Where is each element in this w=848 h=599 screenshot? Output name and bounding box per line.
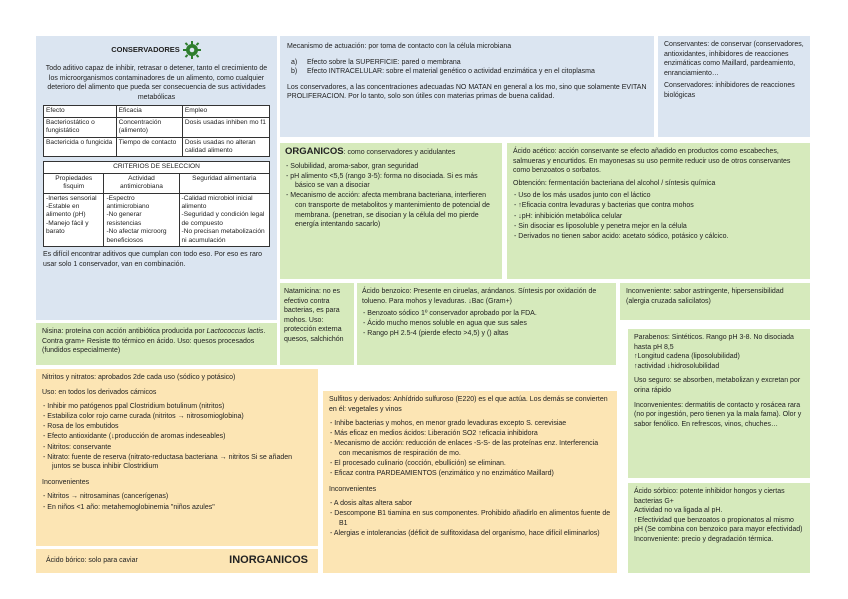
inorganicos-heading: INORGANICOS [229, 554, 308, 567]
conservadores-intro: Todo aditivo capaz de inhibir, retrasar o detener, tanto el crecimiento de los microorganismos contaminadores de un alimento, como cualquier deterioro del alimento que pueda ser consecuencia de sus actividades metabólicas [45, 65, 268, 101]
organicos-title: ORGANICOS [285, 146, 344, 157]
acetico-obtencion: Obtención: fermentación bacteriana del alcohol / síntesis química [513, 179, 716, 187]
table-cell: Dosis usadas inhiben mo f1 [182, 117, 269, 137]
conservadores-header [43, 40, 270, 60]
mecanismo-item [287, 58, 647, 68]
list-item: - Inhibir mo patógenos ppal Clostridium botulinum (nitritos) [52, 402, 312, 412]
list-item: - Nitrato: fuente de reserva (nitrato-reductasa bacteriana → nitritos Si se añaden juntos se busca inhibir Clostridium [52, 453, 312, 472]
conservadores-panel [36, 36, 277, 320]
gear-icon [182, 40, 202, 60]
list-item: - Nitritos → nitrosaminas (cancerígenas) [52, 492, 312, 502]
list-item: - Rosa de los embutidos [52, 422, 312, 432]
table-cell: -Espectro antimicrobiano -No generar resistencias -No afectar microorg beneficiosos [104, 193, 179, 246]
acetico-text: Ácido acético: acción conservante se efecto añadido en productos como escabeches, salmueras y encurtidos. En mayonesas su uso permite reducir uso de otros conservantes como benzoatos o sorbatos. [513, 148, 791, 175]
table-cell: Dosis usadas no alteran calidad alimento [182, 137, 269, 157]
list-item: Efecto INTRACELULAR: sobre el material genético o actividad enzimática y en el citoplasma [307, 68, 595, 76]
table-cell: Bactericida o fungicida [44, 137, 117, 157]
list-item: - Uso de los más usados junto con el láctico [523, 191, 804, 201]
sulfitos-panel [323, 391, 617, 573]
list-item: - pH alimento <5,5 (rango 3-5): forma no disociada. Si es más básico se van a disociar [295, 172, 497, 191]
table-cell: -Inertes sensorial -Estable en alimento (pH) -Manejo fácil y barato [44, 193, 104, 246]
list-item: - Eficaz contra PARDEAMIENTOS (enzimático y no enzimático Maillard) [339, 469, 611, 479]
table-header: Empleo [182, 106, 269, 117]
organicos-panel [280, 143, 502, 279]
list-item: - Ácido mucho menos soluble en agua que sus sales [372, 319, 611, 329]
table-row [44, 137, 270, 157]
sulfitos-title: Sulfitos y derivados: Anhídrido sulfuroso (E220) es el que actúa. Los demás se convierten en él: vegetales y vinos [329, 396, 608, 413]
sorbico-panel [628, 483, 810, 573]
nitritos-panel [36, 369, 318, 546]
inconveniente-benzoico-text: Inconveniente: sabor astringente, hipersensibilidad (alergia cruzada salicilatos) [626, 288, 784, 305]
list-item: - ↓pH: inhibición metabólica celular [523, 212, 804, 222]
inconveniente-benzoico-panel [620, 283, 810, 320]
table-row [44, 117, 270, 137]
efecto-table [43, 105, 270, 157]
list-item: - Descompone B1 tiamina en sus componentes. Prohibido añadirlo en alimentos fuente de B1 [339, 509, 611, 528]
nisina-text: Nisina: proteína con acción antibiótica producida por Lactococcus lactis. Contra gram+ Resiste tto térmico en ácido. Uso: quesos procesados (fundidos especialmente) [42, 328, 266, 355]
list-item: - En niños <1 año: metahemoglobinemia "niños azules" [52, 503, 312, 513]
parabenos-panel [628, 329, 810, 478]
mecanismo-note: Los conservadores, a las concentraciones adecuadas NO MATAN en general a los mo, sino que solamente EVITAN PROLIFERACION. Por lo tanto, solo son útiles con materias primas de buena calidad. [287, 83, 647, 101]
sorbico-text: Ácido sórbico: potente inhibidor hongos y ciertas bacterias G+ [634, 488, 785, 505]
list-item: - Efecto antioxidante (↓producción de aromas indeseables) [52, 432, 312, 442]
table-cell: Bacteriostático o fungistático [44, 117, 117, 137]
parabenos-text: Uso seguro: se absorben, metabolizan y excretan por orina rápido [634, 377, 801, 394]
efecto-table-wrap [43, 105, 270, 157]
list-marker: a) [291, 58, 298, 66]
criterios-table-wrap [43, 161, 270, 247]
nitritos-title: Nitritos y nitratos: aprobados 2de cada uso (sódico y potásico) [42, 374, 236, 381]
table-header: Eficacia [116, 106, 182, 117]
mecanismo-panel [280, 36, 654, 137]
list-item: - El procesado culinario (cocción, ebullición) se eliminan. [339, 459, 611, 469]
borico-panel [36, 549, 318, 573]
borico-text: Ácido bórico: solo para caviar [46, 557, 138, 565]
conservadores-definition: Conservadores: inhibidores de reacciones biológicas [664, 82, 795, 99]
natamicina-panel [280, 283, 354, 365]
table-header: Seguridad alimentaria [179, 173, 270, 193]
benzoico-panel [357, 283, 616, 365]
conservantes-definition: Conservantes: de conservar (conservadores, antioxidantes, inhibidores de reacciones enzimáticas como Maillard, pardeamiento, enranciamiento… [664, 41, 804, 77]
list-item: - Derivados no tienen sabor acido: acetato sódico, potásico y cálcico. [523, 232, 804, 242]
parabenos-text: ↑Longitud cadena (liposolubilidad) [634, 353, 740, 361]
list-item: - Rango pH 2.5-4 (pierde efecto >4,5) y () altas [372, 329, 611, 339]
list-item: - Estabiliza color rojo carne curada (nitritos → nitrosomioglobina) [52, 412, 312, 422]
acetico-panel [507, 143, 810, 279]
table-cell: Tiempo de contacto [116, 137, 182, 157]
nitritos-uso: Uso: en todos los derivados cárnicos [42, 388, 157, 396]
organicos-subtitle: : como conservadores y acidulantes [343, 149, 456, 156]
sulfitos-inconvenientes-title: Inconvenientes [329, 485, 377, 493]
list-item: - ↑Eficacia contra levaduras y bacterias que contra mohos [523, 201, 804, 211]
organicos-header [285, 147, 497, 158]
conservantes-panel [658, 36, 810, 137]
table-header: Propiedades fisquim [44, 173, 104, 193]
sorbico-text: Actividad no va ligada al pH. [634, 507, 723, 515]
sorbico-text: Inconveniente: precio y degradación térmica. [634, 535, 774, 543]
mecanismo-title: Mecanismo de actuación: por toma de contacto con la célula microbiana [287, 43, 512, 50]
nitritos-inconvenientes-title: Inconvenientes [42, 478, 90, 486]
conservadores-note: Es difícil encontrar aditivos que cumplan con todo eso. Por eso es raro usar solo 1 conservador, van en combinación. [43, 251, 263, 268]
list-item: - Nitritos: conservante [52, 443, 312, 453]
natamicina-text: Natamicina: no es efectivo contra bacterias, es para mohos. Uso: protección externa quesos, salchichón [284, 288, 344, 343]
mecanismo-item [287, 67, 647, 77]
parabenos-text: ↑actividad ↓hidrosolubilidad [634, 362, 720, 370]
benzoico-text: Ácido benzoico: Presente en ciruelas, arándanos. Síntesis por oxidación de tolueno. Para mohos y levaduras. ↓Bac (Gram+) [362, 288, 597, 305]
table-header: Efecto [44, 106, 117, 117]
list-item: - Alergias e intolerancias (déficit de sulfitoxidasa del organismo, hace difícil eliminarlos) [339, 529, 611, 539]
table-header: Actividad antimicrobiana [104, 173, 179, 193]
table-row [44, 193, 270, 246]
list-item: - Más eficaz en medios ácidos: Liberación SO2 ↑eficacia inhibidora [339, 429, 611, 439]
table-cell: Concentración (alimento) [116, 117, 182, 137]
table-cell: -Calidad microbiol inicial alimento -Seguridad y condición legal de compuesto -No precisan metabolización ni acumulación [179, 193, 270, 246]
conservadores-title: CONSERVADORES [111, 44, 180, 54]
criterios-title: CRITERIOS DE SELECCION [44, 162, 270, 173]
list-item: - Mecanismo de acción: reducción de enlaces -S-S- de las proteínas enz. Interferencia con mecanismos de respiración de mo. [339, 439, 611, 458]
parabenos-text: Parabenos: Sintéticos. Rango pH 3-8. No disociada hasta pH 8,5 [634, 334, 794, 351]
parabenos-text: Inconvenientes: dermatitis de contacto y rosácea rara (no por ingestión, pero tienen ya la mala fama). Olor y sabor fenólico. En refrescos, vinos, chuches… [634, 401, 802, 428]
list-item: - Solubilidad, aroma-sabor, gran seguridad [295, 162, 497, 172]
nisina-panel [36, 323, 277, 365]
list-item: - Mecanismo de acción: afecta membrana bacteriana, interfieren con transporte de metabolitos y mantenimiento de potencial de membrana. (penetran, se disocian y la célula del mo pierde energía intentando sacarlo) [295, 191, 497, 229]
list-item: - Benzoato sódico 1º conservador aprobado por la FDA. [372, 309, 611, 319]
criterios-table [43, 161, 270, 247]
list-item: - A dosis altas altera sabor [339, 499, 611, 509]
list-marker: b) [291, 68, 298, 76]
sorbico-text: ↑Efectividad que benzoatos o propionatos al mismo pH (Se combina con benzoico para mayor efectividad) [634, 516, 803, 534]
list-item: Efecto sobre la SUPERFICIE: pared o membrana [307, 58, 461, 66]
list-item: - Inhibe bacterias y mohos, en menor grado levaduras excepto S. cerevisiae [339, 419, 611, 429]
list-item: - Sin disociar es liposoluble y penetra mejor en la célula [523, 222, 804, 232]
